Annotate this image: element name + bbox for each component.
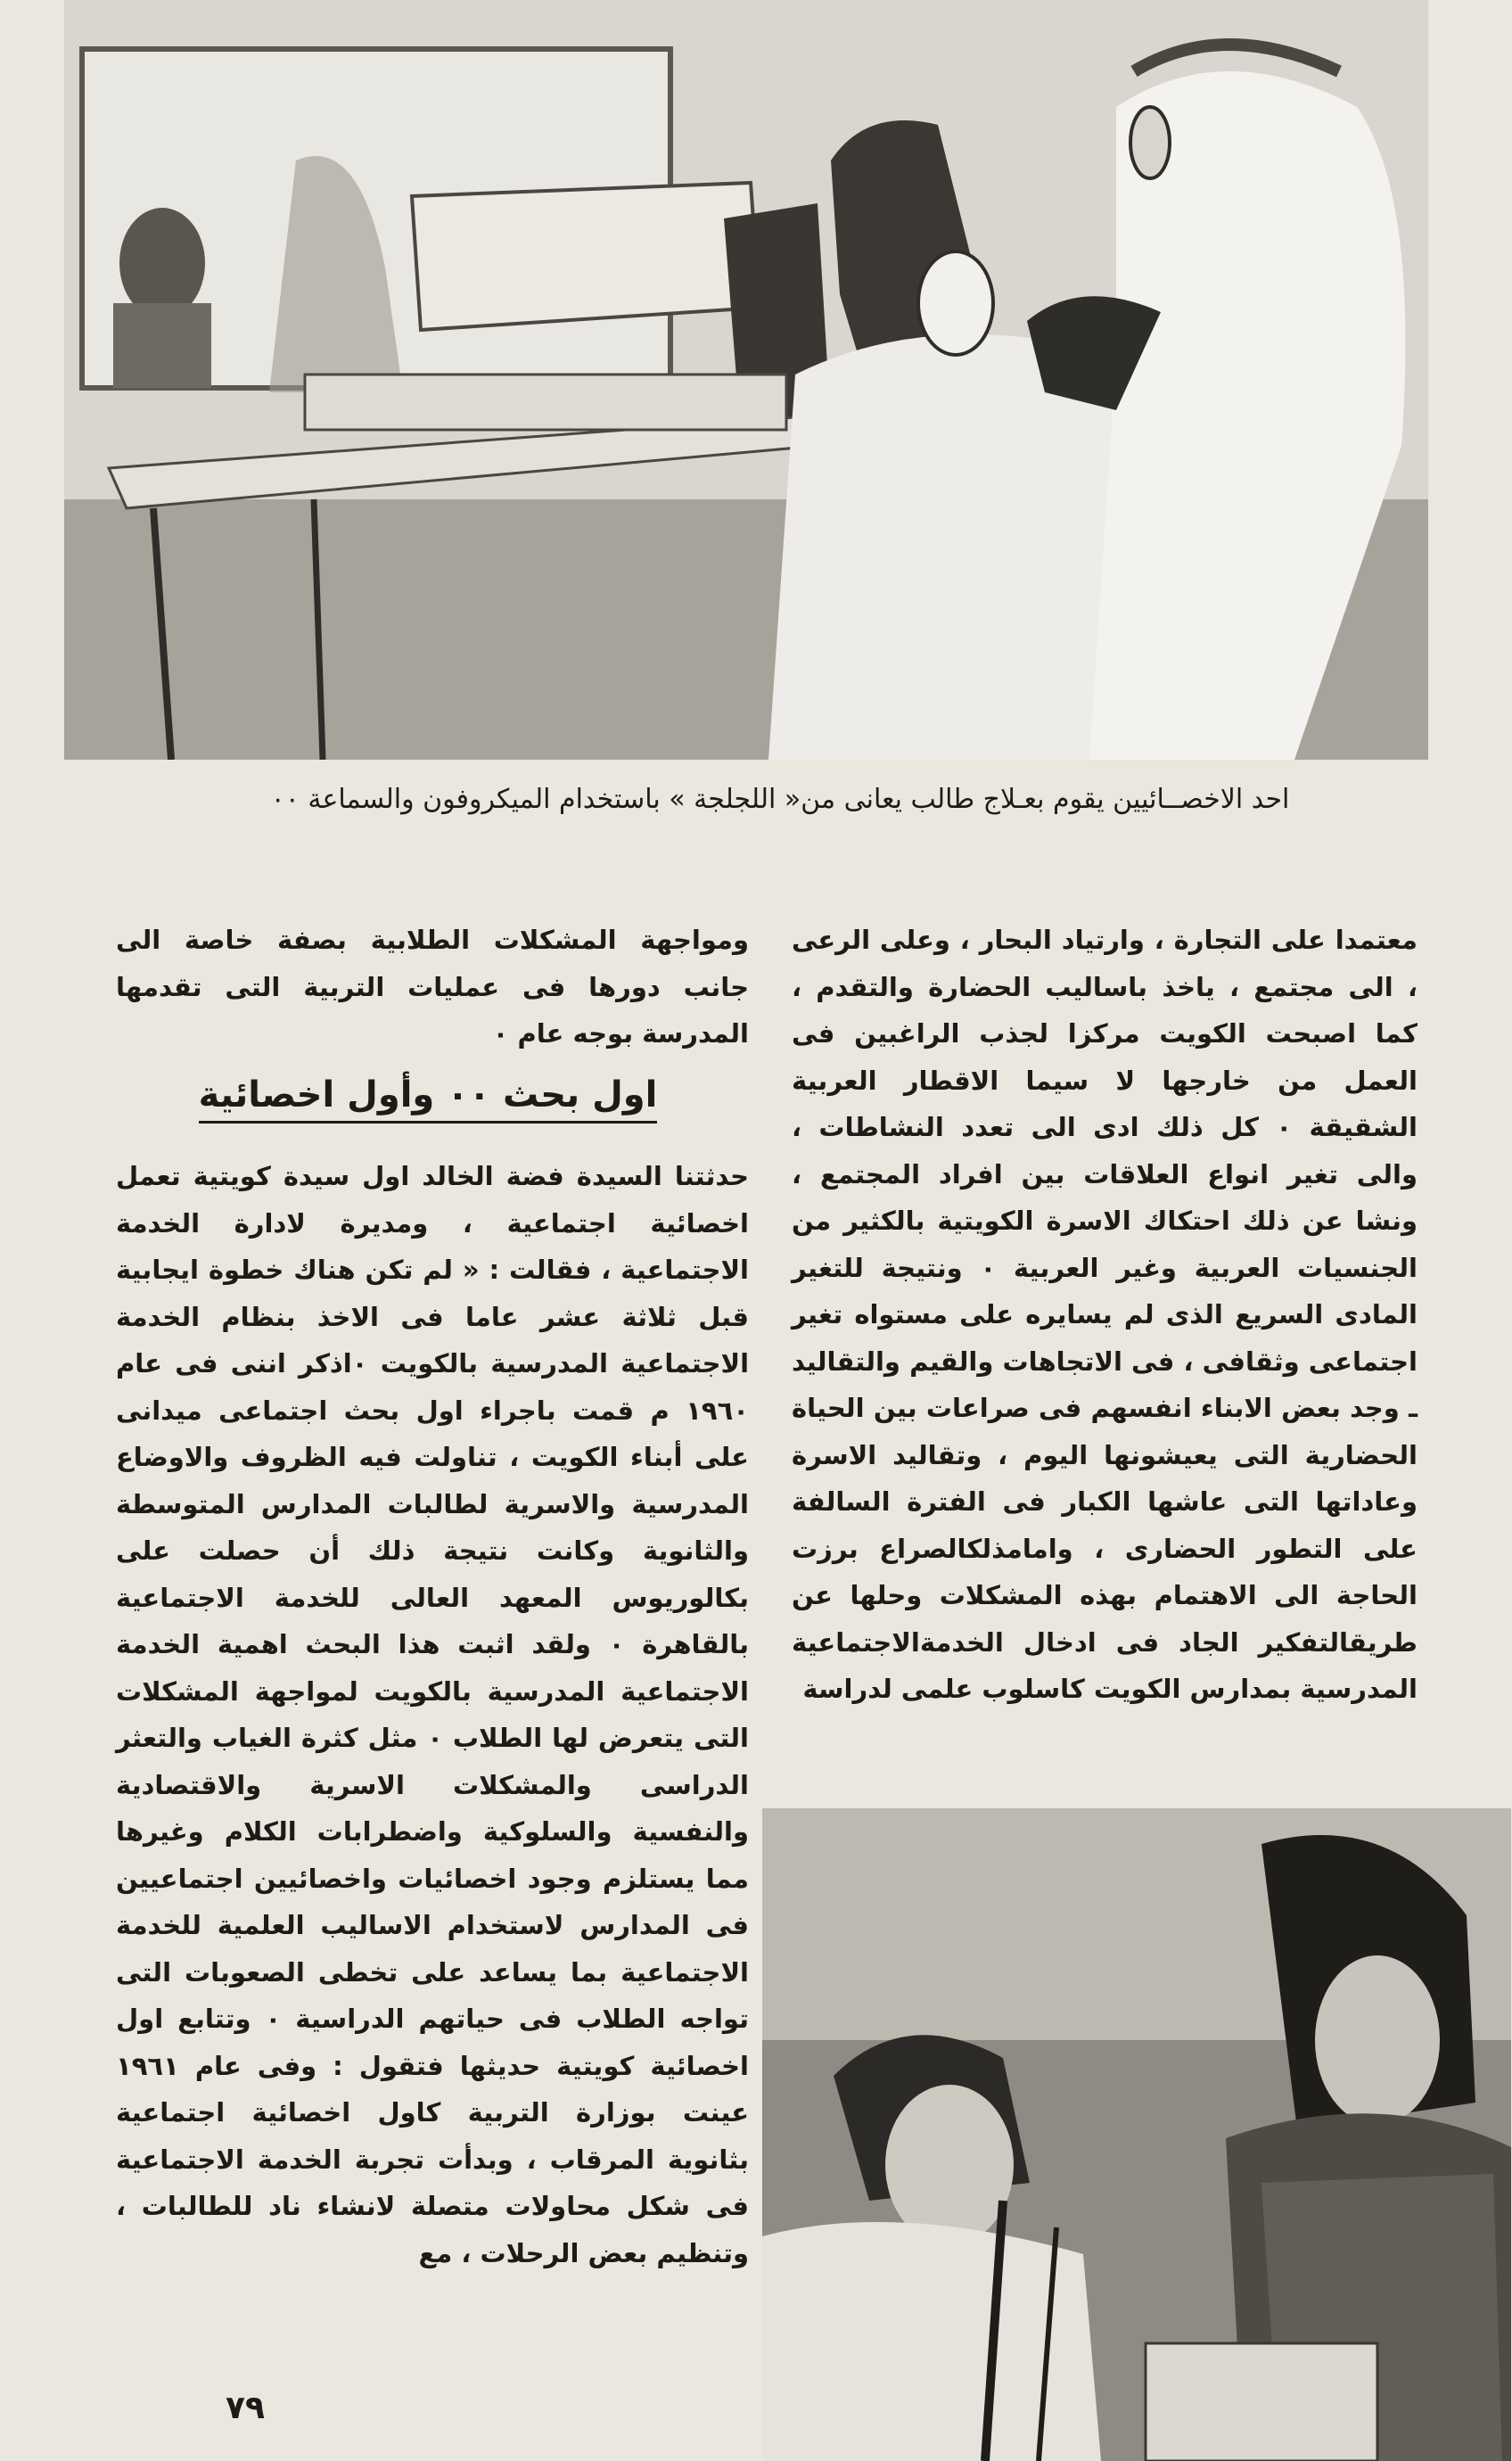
page-number: ٧٩ [226,2390,265,2426]
photo-caption: احد الاخصــائيين يقوم بعـلاج طالب يعانى من« اللجلجة » باستخدام الميكروفون والسماعة ٠٠ [270,784,1290,815]
section-heading [178,1070,678,1120]
section-heading-text: اول بحث ٠٠ وأول اخصائية [199,1074,658,1124]
photo-two-women [762,1808,1511,2461]
left-column-main [116,1153,749,2276]
photo-speech-therapy-session [64,0,1428,760]
left-column-top [116,917,749,1058]
left-column-main-text: حدثتنا السيدة فضة الخالد اول سيدة كويتية تعمل اخصائية اجتماعية ، ومديرة لادارة الخدمة الاجتماعية ، فقالت : « لم تكن هناك خطوة ايجابية قبل ثلاثة عشر عاما فى الاخذ بنظام الخدمة الاجتماعية المدرسية بالكويت ٠اذكر اننى فى عام ١٩٦٠ م قمت باجراء اول بحث اجتماعى ميدانى على أبناء الكويت ، تناولت فيه الظروف والاوضاع المدرسية والاسرية لطالبات المدارس المتوسطة والثانوية وكانت نتيجة ذلك أن حصلت على بكالوريوس المعهد العالى للخدمة الاجتماعية بالقاهرة ٠ ولقد اثبت هذا البحث اهمية الخدمة الاجتماعية المدرسية بالكويت لمواجهة المشكلات التى يتعرض لها الطلاب ٠ مثل كثرة الغياب والتعثر الدراسى والمشكلات الاسرية والاقتصادية والنفسية والسلوكية واضطرابات الكلام وغيرها مما يستلزم وجود اخصائيات واخصائيين اجتماعيين فى المدارس لاستخدام الاساليب العلمية للخدمة الاجتماعية بما يساعد على تخطى الصعوبات التى تواجه الطلاب فى حياتهم الدراسية ٠ وتتابع اول اخصائية كويتية حديثها فتقول : وفى عام ١٩٦١ عينت بوزارة التربية كاول اخصائية اجتماعية بثانوية المرقاب ، وبدأت تجربة الخدمة الاجتماعية فى شكل محاولات متصلة لانشاء ناد للطالبات ، وتنظيم بعض الرحلات ، مع [116,1161,750,2268]
right-column-text: معتمدا على التجارة ، وارتياد البحار ، وعلى الرعى ، الى مجتمع ، ياخذ باساليب الحضارة والتقدم ، كما اصبحت الكويت مركزا لجذب الراغبين فى العمل من خارجها لا سيما الاقطار العربية الشقيقة ٠ كل ذلك ادى الى تعدد النشاطات ، والى تغير انواع العلاقات بين افراد المجتمع ، ونشا عن ذلك احتكاك الاسرة الكويتية بالكثير من الجنسيات العربية وغير العربية ٠ ونتيجة للتغير المادى السريع الذى لم يسايره على مستواه تغير اجتماعى وثقافى ، فى الاتجاهات والقيم والتقاليد ـ وجد بعض الابناء انفسهم فى صراعات بين الحياة الحضارية التى يعيشونها اليوم ، وتقاليد الاسرة وعاداتها التى عاشها الكبار فى الفترة السالفة على التطور الحضارى ، وامامذلكالصراع برزت الحاجة الى الاهتمام بهذه المشكلات وحلها عن طريقالتفكير الجاد فى ادخال الخدمةالاجتماعية المدرسية بمدارس الكويت كاسلوب علمى لدراسة [792,925,1418,1704]
right-column [792,917,1418,1713]
left-column-top-text: ومواجهة المشكلات الطلابية بصفة خاصة الى جانب دورها فى عمليات التربية التى تقدمها المدرسة بوجه عام ٠ [116,925,749,1049]
